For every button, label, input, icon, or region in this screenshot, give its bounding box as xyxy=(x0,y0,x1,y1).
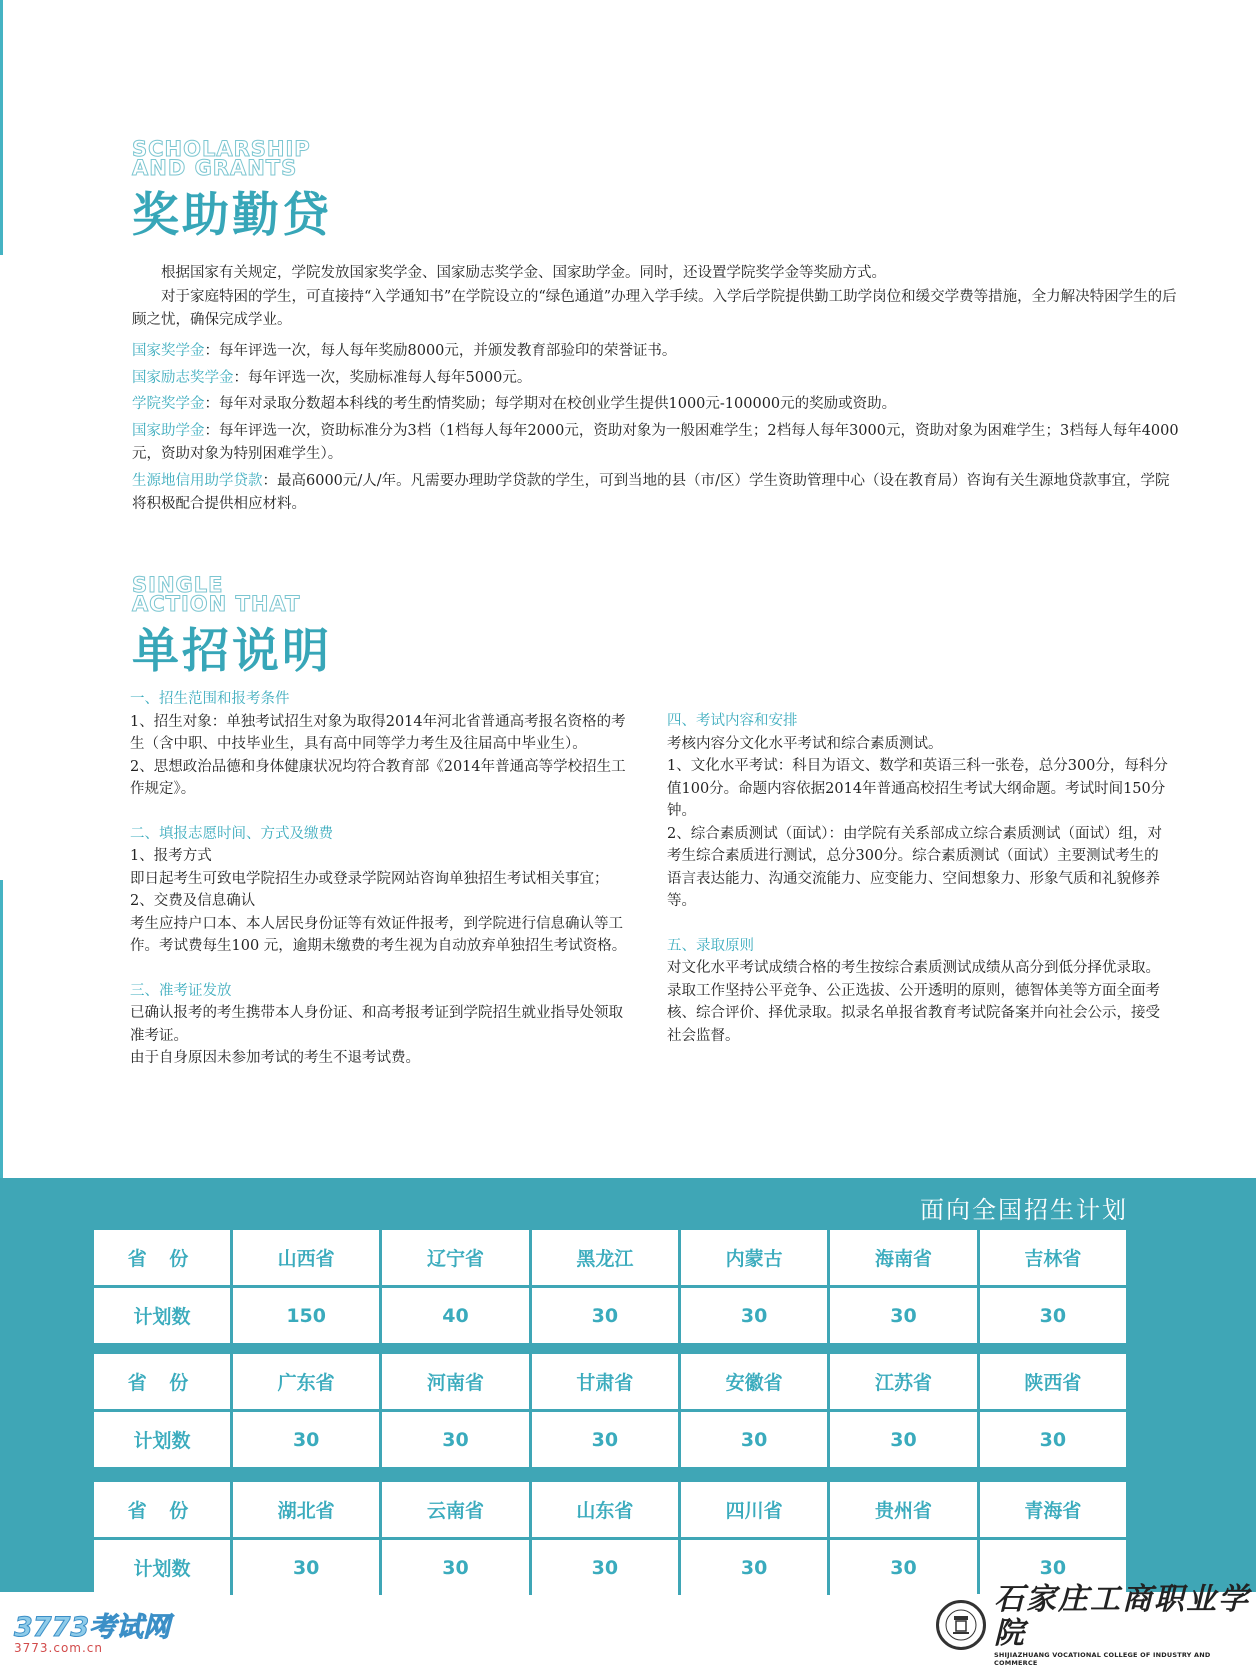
scholarship-item xyxy=(132,393,1182,417)
section-paragraph: 由于自身原因未参加考试的考生不退考试费。 xyxy=(130,1050,420,1066)
single-title: 单招说明 xyxy=(132,624,332,679)
college-logo xyxy=(932,1582,1252,1667)
count-row-label: 计划数 xyxy=(94,1288,230,1343)
scholarship-text: ：最高6000元/人/年。凡需要办理助学贷款的学生，可到当地的县（市/区）学生资助管理中心（设在教育局）咨询有关生源地贷款事宜，学院将积极配合提供相应材料。 xyxy=(132,472,1170,512)
plan-title: 面向全国招生计划 xyxy=(920,1196,1128,1224)
count-cell: 40 xyxy=(382,1288,528,1343)
section-heading: 五、录取原则 xyxy=(667,937,754,954)
count-cell: 30 xyxy=(382,1540,528,1595)
province-cell: 吉林省 xyxy=(980,1230,1126,1285)
scholarship-text: ：每年评选一次，奖励标准每人每年5000元。 xyxy=(233,369,532,386)
count-cell: 150 xyxy=(233,1288,379,1343)
scholarship-label: 生源地信用助学贷款 xyxy=(132,472,263,489)
scholarship-item xyxy=(132,420,1182,467)
province-cell: 黑龙江 xyxy=(532,1230,678,1285)
scholarship-list xyxy=(132,340,1182,520)
scholarship-label: 国家奖学金 xyxy=(132,343,205,359)
count-row-label: 计划数 xyxy=(94,1540,230,1595)
site-watermark xyxy=(14,1605,170,1655)
college-name: 石家庄工商职业学院 xyxy=(994,1582,1250,1651)
plan-table-block xyxy=(94,1354,1126,1467)
province-cell: 辽宁省 xyxy=(382,1230,528,1285)
count-cell: 30 xyxy=(980,1412,1126,1467)
left-accent-rule-lower xyxy=(0,880,3,1180)
province-cell: 广东省 xyxy=(233,1354,379,1409)
section-paragraph: 2、综合素质测试（面试）：由学院有关系部成立综合素质测试（面试）组，对考生综合素质进行测试，总分300分。综合素质测试（面试）主要测试考生的语言表达能力、沟通交流能力、应变能力、空间想象力、形象气质和礼貌修养等。 xyxy=(667,825,1162,909)
section-paragraph: 考核内容分文化水平考试和综合素质测试。 xyxy=(667,735,943,752)
section-heading: 二、填报志愿时间、方式及缴费 xyxy=(130,825,333,842)
province-cell: 内蒙古 xyxy=(681,1230,827,1285)
section-heading: 三、准考证发放 xyxy=(130,982,232,999)
single-right-column xyxy=(667,710,1169,1047)
scholarship-title: 奖助勤贷 xyxy=(132,188,332,243)
watermark-url: 3773.com.cn xyxy=(14,1641,103,1655)
section-heading: 四、考试内容和安排 xyxy=(667,713,798,729)
scholarship-label: 国家助学金 xyxy=(132,422,205,439)
province-cell: 海南省 xyxy=(830,1230,976,1285)
count-cell: 30 xyxy=(980,1288,1126,1343)
scholarship-intro xyxy=(132,262,1182,333)
single-english-title: SINGLE ACTION THAT xyxy=(132,573,301,616)
plan-table-block xyxy=(94,1230,1126,1343)
count-cell: 30 xyxy=(532,1412,678,1467)
province-cell: 江苏省 xyxy=(830,1354,976,1409)
count-cell: 30 xyxy=(532,1540,678,1595)
watermark-brand: 3773考试网 xyxy=(14,1612,171,1643)
province-row-label: 省 份 xyxy=(94,1354,230,1409)
single-left-column xyxy=(130,688,632,1070)
count-cell: 30 xyxy=(532,1288,678,1343)
scholarship-item xyxy=(132,340,1182,364)
province-row-label: 省 份 xyxy=(94,1482,230,1537)
count-cell: 30 xyxy=(830,1540,976,1595)
count-cell: 30 xyxy=(830,1412,976,1467)
college-name-english: SHIJIAZHUANG VOCATIONAL COLLEGE OF INDUSTRY AND COMMERCE xyxy=(994,1651,1211,1667)
section-paragraph: 即日起考生可致电学院招生办或登录学院网站咨询单独招生考试相关事宜； xyxy=(130,870,609,887)
province-cell: 河南省 xyxy=(382,1354,528,1409)
scholarship-text: ：每年评选一次，每人每年奖励8000元，并颁发教育部验印的荣誉证书。 xyxy=(204,343,677,359)
scholarship-english-title: SCHOLARSHIP AND GRANTS xyxy=(132,137,311,180)
province-cell: 贵州省 xyxy=(830,1482,976,1537)
count-cell: 30 xyxy=(681,1288,827,1343)
count-cell: 30 xyxy=(980,1540,1126,1595)
count-row-label: 计划数 xyxy=(94,1412,230,1467)
section-paragraph: 对文化水平考试成绩合格的考生按综合素质测试成绩从高分到低分择优录取。录取工作坚持公平竞争、公正选拔、公开透明的原则，德智体美等方面全面考核、综合评价、择优录取。拟录名单报省教育考试院备案并向社会公示，接受社会监督。 xyxy=(667,960,1160,1044)
section-paragraph: 已确认报考的考生携带本人身份证、和高考报考证到学院招生就业指导处领取准考证。 xyxy=(130,1005,623,1044)
section-paragraph: 1、招生对象：单独考试招生对象为取得2014年河北省普通高考报名资格的考生（含中职、中技毕业生，具有高中同等学力考生及往届高中毕业生）。 xyxy=(130,713,626,752)
count-cell: 30 xyxy=(830,1288,976,1343)
scholarship-text: ：每年对录取分数超本科线的考生酌情奖励；每学期对在校创业学生提供1000元-100000元的奖励或资助。 xyxy=(204,396,897,412)
section-paragraph: 1、文化水平考试：科目为语文、数学和英语三科一张卷，总分300分，每科分值100分。命题内容依据2014年普通高校招生考试大纲命题。考试时间150分钟。 xyxy=(667,758,1168,819)
section-paragraph: 2、交费及信息确认 xyxy=(130,893,256,909)
province-cell: 四川省 xyxy=(681,1482,827,1537)
section-paragraph: 1、报考方式 xyxy=(130,848,212,864)
province-row-label: 省 份 xyxy=(94,1230,230,1285)
count-cell: 30 xyxy=(233,1540,379,1595)
province-cell: 山西省 xyxy=(233,1230,379,1285)
count-cell: 30 xyxy=(382,1412,528,1467)
intro-paragraph: 根据国家有关规定，学院发放国家奖学金、国家励志奖学金、国家助学金。同时，还设置学院奖学金等奖励方式。 xyxy=(161,265,886,281)
scholarship-label: 国家励志奖学金 xyxy=(132,369,234,386)
scholarship-item xyxy=(132,470,1182,517)
plan-table-block xyxy=(94,1482,1126,1595)
left-accent-rule xyxy=(0,0,3,255)
section-paragraph: 2、思想政治品德和身体健康状况均符合教育部《2014年普通高等学校招生工作规定》。 xyxy=(130,758,626,797)
scholarship-text: ：每年评选一次，资助标准分为3档（1档每人每年2000元，资助对象为一般困难学生；2档每人每年3000元，资助对象为困难学生；3档每人每年4000元，资助对象为特别困难学生）。 xyxy=(132,422,1179,462)
section-paragraph: 考生应持户口本、本人居民身份证等有效证件报考，到学院进行信息确认等工作。考试费每生100 元，逾期未缴费的考生视为自动放弃单独招生考试资格。 xyxy=(130,915,627,954)
count-cell: 30 xyxy=(681,1540,827,1595)
province-cell: 陕西省 xyxy=(980,1354,1126,1409)
scholarship-item xyxy=(132,367,1182,391)
count-cell: 30 xyxy=(681,1412,827,1467)
province-cell: 安徽省 xyxy=(681,1354,827,1409)
scholarship-label: 学院奖学金 xyxy=(132,396,205,412)
section-heading: 一、招生范围和报考条件 xyxy=(130,691,290,707)
college-seal-icon xyxy=(936,1600,986,1650)
province-cell: 山东省 xyxy=(532,1482,678,1537)
intro-paragraph: 对于家庭特困的学生，可直接持“入学通知书”在学院设立的“绿色通道”办理入学手续。入学后学院提供勤工助学岗位和缓交学费等措施，全力解决特困学生的后顾之忧，确保完成学业。 xyxy=(132,288,1177,328)
count-cell: 30 xyxy=(233,1412,379,1467)
province-cell: 甘肃省 xyxy=(532,1354,678,1409)
province-cell: 湖北省 xyxy=(233,1482,379,1537)
province-cell: 青海省 xyxy=(980,1482,1126,1537)
province-cell: 云南省 xyxy=(382,1482,528,1537)
